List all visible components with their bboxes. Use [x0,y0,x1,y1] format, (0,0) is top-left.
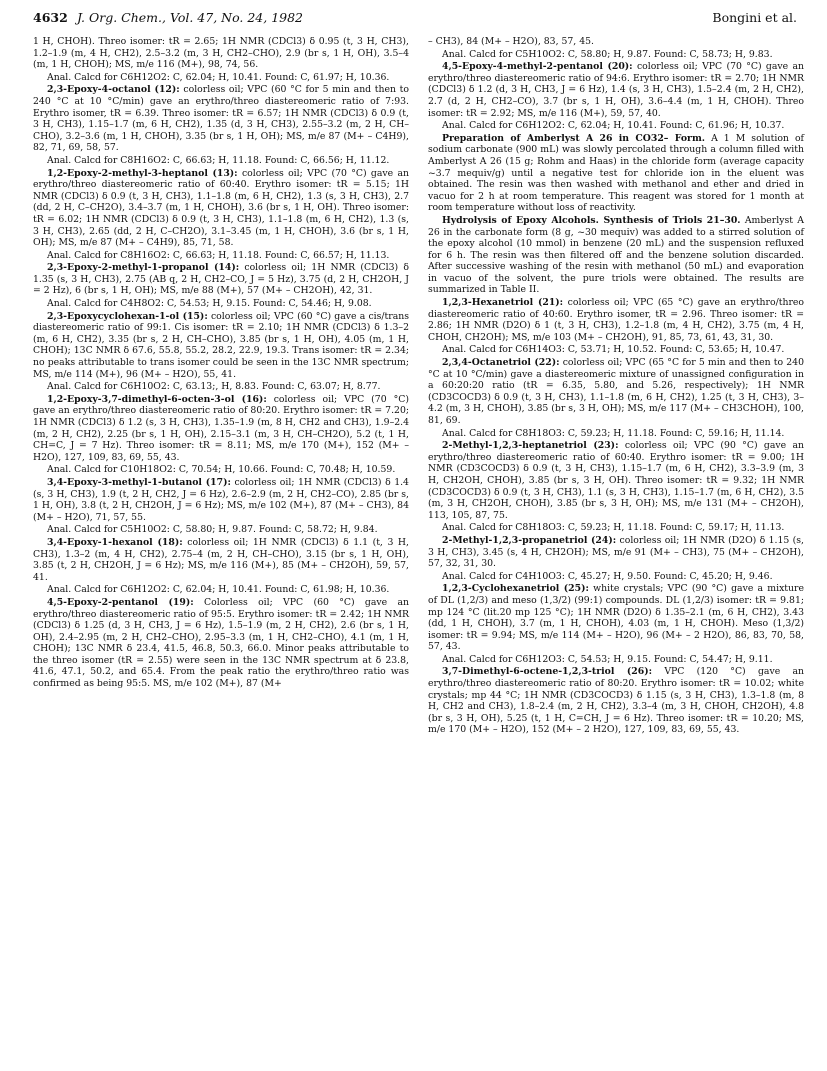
paragraph [428,522,804,534]
paragraph-text: Anal. Calcd for C6H12O2: C, 62.04; H, 10.41. Found: C, 61.98; H, 10.36. [47,584,390,596]
paragraph [428,133,804,214]
paragraph [428,120,804,132]
paragraph-text: colorless oil; 1H NMR (CDCl3) δ 1.35 (s, 3 H, CH3), 2.75 (AB q, 2 H, CH2–CO, J = 5 Hz), 3.75 (d, 2 H, CH2OH, J = 2 Hz), 6 (br s, 1 H, OH); MS, m/e 88 (M+), 57 (M+ – CH2OH), 42, 31. [33,262,409,297]
paragraph [428,535,804,570]
compound-heading: 3,4-Epoxy-3-methyl-1-butanol (17): [47,476,231,488]
paragraph-text: colorless oil; VPC (70 °C) gave an erythro/threo diastereomeric ratio of 94:6. Erythro isomer: tR = 2.70; 1H NMR (CDCl3) δ 1.2 (d, 3 H, CH3, J = 6 Hz), 1.4 (s, 3 H, CH3), 1.5–2.4 (m, 2 H, CH2), 2.7 (d, 2 H, CH2–CO), 3.7 (br s, 1 H, OH), 3.6–4.4 (m, 1 H, CHOH). Threo isomer: tR = 2.92; MS, m/e 116 (M+), 59, 57, 40. [428,61,804,119]
paragraph-text: 1 H, CHOH). Threo isomer: tR = 2.65; 1H NMR (CDCl3) δ 0.95 (t, 3 H, CH3), 1.2–1.9 (m, 4 H, CH2), 2.5–3.2 (m, 3 H, CH2–CHO), 2.9 (br s, 1 H, OH), 3.5–4 (m, 1 H, CHOH); MS, m/e 116 (M+), 98, 74, 56. [33,36,409,71]
compound-heading: 4,5-Epoxy-2-pentanol (19): [47,596,194,608]
paragraph-text: Anal. Calcd for C6H12O2: C, 62.04; H, 10.41. Found: C, 61.96; H, 10.37. [442,120,785,132]
compound-heading: 4,5-Epoxy-4-methyl-2-pentanol (20): [442,61,633,73]
paragraph-text: colorless oil; VPC (70 °C) gave an erythro/threo diastereomeric ratio of 60:40. Erythro isomer: tR = 5.15; 1H NMR (CDCl3) δ 0.9 (t, 3 H, CH3), 1.1–1.8 (m, 6 H, CH2), 1.3 (s, 3 H, CH3), 2.7 (dd, 2 H, C–CH2O), 3.4–3.7 (m, 1 H, CHOH), 3.6 (br s, 1 H, OH). Threo isomer: tR = 6.02; 1H NMR (CDCl3) δ 0.9 (t, 3 H, CH3), 1.1–1.8 (m, 6 H, CH2), 1.3 (s, 3 H, CH3), 2.65 (dd, 2 H, C–CH2O), 3.1–3.45 (m, 1 H, CHOH), 3.6 (br s, 1 H, OH); MS, m/e 87 (M+ – C4H9), 85, 71, 58. [33,167,409,249]
paragraph [428,61,804,119]
paragraph [33,155,409,167]
paragraph [428,344,804,356]
paragraph-text: colorless oil; VPC (90 °C) gave an erythro/threo diastereomeric ratio of 60:40. Erythro isomer: tR = 9.00; 1H NMR (CD3COCD3) δ 0.9 (t, 3 H, CH3), 1.15–1.7 (m, 6 H, CH2), 3.3–3.9 (m, 3 H, CH2OH, CHOH), 3.85 (br s, 3 H, OH). Threo isomer: tR = 9.32; 1H NMR (CD3COCD3) δ 0.9 (t, 3 H, CH3), 1.1 (s, 3 H, CH3), 1.15–1.7 (m, 6 H, CH2), 3.5 (m, 3 H, CH2OH, CHOH), 3.85 (br s, 3 H, OH); MS, m/e 131 (M+ – CH2OH), 113, 105, 87, 75. [428,440,804,521]
paragraph-text: Anal. Calcd for C6H12O2: C, 62.04; H, 10.41. Found: C, 61.97; H, 10.36. [47,71,390,83]
paragraph [33,168,409,249]
paragraph-text: Anal. Calcd for C8H18O3: C, 59.23; H, 11.18. Found: C, 59.17; H, 11.13. [442,522,785,534]
paragraph-text: Anal. Calcd for C6H12O3: C, 54.53; H, 9.15. Found: C, 54.47; H, 9.11. [442,653,773,665]
paragraph [33,477,409,523]
journal-citation: J. Org. Chem., Vol. 47, No. 24, 1982 [77,10,304,25]
compound-heading: 3,7-Dimethyl-6-octene-1,2,3-triol (26): [442,666,653,678]
compound-heading: 2,3-Epoxy-2-methyl-1-propanol (14): [47,262,240,274]
paragraph-text: Anal. Calcd for C5H10O2: C, 58.80; H, 9.87. Found: C, 58.73; H, 9.83. [442,48,773,60]
running-authors: Bongini et al. [712,10,797,25]
paragraph [428,357,804,427]
paragraph [33,381,409,393]
paragraph [33,298,409,310]
page-header [33,10,797,30]
paragraph-text: Anal. Calcd for C8H18O3: C, 59.23; H, 11.18. Found: C, 59.16; H, 11.14. [442,427,785,439]
paragraph-text: A 1 M solution of sodium carbonate (900 mL) was slowly percolated through a column filled with Amberlyst A 26 (15 g; Rohm and Haas) in the chloride form (average capacity ~3.7 mequiv/g) until a negative test for chloride ion in the eluent was obtained. The resin was then washed with methanol and ether and dried in vacuo for 2 h at room temperature. This reagent was stored for 1 month at room temperature without loss of reactivity. [428,132,804,214]
paragraph [428,571,804,583]
paragraph-text: Anal. Calcd for C5H10O2: C, 58.80; H, 9.87. Found: C, 58.72; H, 9.84. [47,524,378,536]
paragraph [33,394,409,464]
paragraph-text: colorless oil; VPC (65 °C) gave an erythro/threo diastereomeric ratio of 40:60. Erythro isomer, tR = 2.96. Threo isomer: tR = 2.86; 1H NMR (D2O) δ 1 (t, 3 H, CH3), 1.2–1.8 (m, 4 H, CH2), 3.75 (m, 4 H, CHOH, CH2OH); MS, m/e 103 (M+ – CH2OH), 91, 85, 73, 61, 43, 31, 30. [428,297,804,343]
compound-heading: 2,3,4-Octanetriol (22): [442,357,560,369]
paragraph [33,584,409,596]
paragraph [33,84,409,154]
compound-heading: 3,4-Epoxy-1-hexanol (18): [47,536,183,548]
paragraph [33,250,409,262]
paragraph [428,428,804,440]
paragraph-text: colorless oil; VPC (60 °C for 5 min and then to 240 °C at 10 °C/min) gave an erythro/threo diastereomeric ratio of 7:93. Erythro isomer, tR = 6.39. Threo isomer: tR = 6.57; 1H NMR (CDCl3) δ 0.9 (t, 3 H, CH3), 1.15–1.7 (m, 6 H, CH2), 1.35 (d, 3 H, CH3), 2.55–3.2 (m, 2 H, CH–CHO), 3.2–3.6 (m, 1 H, CHOH), 3.35 (br s, 1 H, OH); MS, m/e 87 (M+ – C4H9), 82, 71, 69, 58, 57. [33,84,409,154]
paragraph-text: colorless oil; VPC (70 °C) gave an erythro/threo diastereomeric ratio of 80:20. Erythro isomer: tR = 7.20; 1H NMR (CDCl3) δ 1.2 (s, 3 H, CH3), 1.35–1.9 (m, 8 H, CH2 and CH3), 1.9–2.4 (m, 2 H, CH2), 2.25 (br s, 1 H, OH), 2.15–3.1 (m, 3 H, CH–CH2O), 5.2 (t, 1 H, CH=C, J = 7 Hz). Threo isomer: tR = 8.11; MS, m/e 170 (M+), 152 (M+ – H2O), 127, 109, 83, 69, 55, 43. [33,393,409,463]
paragraph-text: colorless oil; 1H NMR (CDCl3) δ 1.4 (s, 3 H, CH3), 1.9 (t, 2 H, CH2, J = 6 Hz), 2.6–2.9 (m, 2 H, CH2–CO), 2.85 (br s, 1 H, OH), 3.8 (t, 2 H, CH2OH, J = 6 Hz); MS, m/e 102 (M+), 87 (M+ – CH3), 84 (M+ – H2O), 71, 57, 55. [33,476,409,523]
compound-heading: 1,2,3-Cyclohexanetriol (25): [442,583,589,595]
compound-heading: 2-Methyl-1,2,3-propanetriol (24): [442,534,617,546]
paragraph [33,597,409,690]
paragraph [33,262,409,297]
paragraph-text: Anal. Calcd for C6H14O3: C, 53.71; H, 10.52. Found: C, 53.65; H, 10.47. [442,344,785,356]
compound-heading: Hydrolysis of Epoxy Alcohols. Synthesis of Triols 21–30. [442,214,741,226]
paragraph [33,524,409,536]
compound-heading: 1,2-Epoxy-3,7-dimethyl-6-octen-3-ol (16): [47,393,267,405]
paragraph [428,440,804,521]
paragraph [428,215,804,296]
paragraph-text: colorless oil; 1H NMR (D2O) δ 1.15 (s, 3 H, CH3), 3.45 (s, 4 H, CH2OH); MS, m/e 91 (M+ – CH3), 75 (M+ – CH2OH), 57, 32, 31, 30. [428,534,804,570]
compound-heading: 1,2-Epoxy-2-methyl-3-heptanol (13): [47,167,238,179]
paragraph-text: Anal. Calcd for C4H8O2: C, 54.53; H, 9.15. Found: C, 54.46; H, 9.08. [47,298,372,310]
paragraph [33,311,409,381]
paragraph-text: Colorless oil; VPC (60 °C) gave an erythro/threo diastereomeric ratio of 95:5. Erythro isomer: tR = 2.42; 1H NMR (CDCl3) δ 1.25 (d, 3 H, CH3, J = 6 Hz), 1.5–1.9 (m, 2 H, CH2), 2.6 (br s, 1 H, OH), 2.4–2.95 (m, 2 H, CH2–CHO), 2.95–3.3 (m, 1 H, CH2–CHO), 4.1 (m, 1 H, CHOH); 13C NMR δ 23.4, 41.5, 46.8, 50.3, 66.0. Minor peaks attributable to the threo isomer (tR = 2.55) were seen in the 13C NMR spectrum at δ 23.8, 41.6, 47.1, 50.2, and 65.4. From the peak ratio the erythro/threo ratio was confirmed as being 95:5. MS, m/e 102 (M+), 87 (M+ [33,596,409,690]
paragraph-text: – CH3), 84 (M+ – H2O), 83, 57, 45. [428,36,595,47]
page-number: 4632 [33,10,68,25]
paragraph-text: Anal. Calcd for C4H10O3: C, 45.27; H, 9.50. Found: C, 45.20; H, 9.46. [442,570,773,582]
compound-heading: Preparation of Amberlyst A 26 in CO32– Form. [442,132,706,144]
paragraph [33,537,409,583]
paragraph-text: VPC (120 °C) gave an erythro/threo diastereomeric ratio of 80:20. Erythro isomer: tR = 10.02; white crystals; mp 44 °C; 1H NMR (CD3COCD3) δ 1.15 (s, 3 H, CH3), 1.3–1.8 (m, 8 H, CH2 and CH3), 1.8–2.4 (m, 2 H, CH2), 3.3–4 (m, 3 H, CHOH, CH2OH), 4.8 (br s, 3 H, OH), 5.25 (t, 1 H, C=CH, J = 6 Hz). Threo isomer: tR = 10.20; MS, m/e 170 (M+ – H2O), 152 (M+ – 2 H2O), 127, 109, 83, 69, 55, 43. [428,666,804,736]
compound-heading: 1,2,3-Hexanetriol (21): [442,297,564,309]
right-column [428,36,804,737]
paragraph [428,297,804,343]
paragraph [33,72,409,84]
paragraph-text: Anal. Calcd for C8H16O2: C, 66.63; H, 11.18. Found: C, 66.56; H, 11.12. [47,154,390,166]
paragraph-text: Anal. Calcd for C8H16O2: C, 66.63; H, 11.18. Found: C, 66.57; H, 11.13. [47,249,390,261]
paragraph [428,583,804,653]
paragraph-text: colorless oil; VPC (65 °C for 5 min and then to 240 °C at 10 °C/min) gave a diastereomeric mixture of unassigned configuration in a 60:20:20 ratio (tR = 6.35, 5.80, and 5.26, respectively); 1H NMR (CD3COCD3) δ 0.9 (t, 3 H, CH3), 1.1–1.8 (m, 6 H, CH2), 1.25 (t, 3 H, CH3), 3–4.2 (m, 3 H, CHOH), 3.85 (br s, 3 H, OH); MS, m/e 117 (M+ – CH3CHOH), 100, 81, 69. [428,357,804,426]
paragraph-text: colorless oil; 1H NMR (CDCl3) δ 1.1 (t, 3 H, CH3), 1.3–2 (m, 4 H, CH2), 2.75–4 (m, 2 H, CH–CHO), 3.15 (br s, 1 H, OH), 3.85 (t, 2 H, CH2OH, J = 6 Hz); MS, m/e 116 (M+), 85 (M+ – CH2OH), 59, 57, 41. [33,536,409,583]
paragraph-text: Amberlyst A 26 in the carbonate form (8 g, ~30 mequiv) was added to a stirred solution of the epoxy alcohol (10 mmol) in benzene (20 mL) and the suspension refluxed for 6 h. The resin was then filtered off and the benzene solution discarded. After successive washing of the resin with methanol (50 mL) and evaporation in vacuo of the solvent, the pure triols were obtained. The results are summarized in Table II. [428,214,804,296]
paragraph [428,666,804,736]
paragraph-text: colorless oil; VPC (60 °C) gave a cis/trans diastereomeric ratio of 99:1. Cis isomer: tR = 2.10; 1H NMR (CDCl3) δ 1.3–2 (m, 6 H, CH2), 3.35 (br s, 2 H, CH–CHO), 3.85 (br s, 1 H, OH), 4.05 (m, 1 H, CHOH); 13C NMR δ 67.6, 55.8, 55.2, 28.2, 22.9, 19.3. Trans isomer: tR = 2.34; no peaks attributable to trans isomer could be seen in the 13C NMR spectrum; MS, m/e 114 (M+), 96 (M+ – H2O), 55, 41. [33,310,410,380]
paragraph [33,36,409,71]
paragraph-text: white crystals; VPC (90 °C) gave a mixture of DL (1,2/3) and meso (1,3/2) (99:1) compounds. DL (1,2/3) isomer: tR = 9.81; mp 124 °C (lit.20 mp 125 °C); 1H NMR (D2O) δ 1.35–2.1 (m, 6 H, CH2), 3.43 (dd, 1 H, CHOH), 3.7 (m, 1 H, CHOH), 4.03 (m, 1 H, CHOH). Meso (1,3/2) isomer: tR = 9.94; MS, m/e 114 (M+ – H2O), 96 (M+ – 2 H2O), 86, 83, 70, 58, 57, 43. [428,583,804,653]
compound-heading: 2,3-Epoxycyclohexan-1-ol (15): [47,310,208,322]
paragraph-text: Anal. Calcd for C10H18O2: C, 70.54; H, 10.66. Found: C, 70.48; H, 10.59. [47,464,396,476]
paragraph [428,36,804,48]
compound-heading: 2-Methyl-1,2,3-heptanetriol (23): [442,440,619,452]
paragraph-text: Anal. Calcd for C6H10O2: C, 63.13;, H, 8.83. Found: C, 63.07; H, 8.77. [47,381,381,393]
compound-heading: 2,3-Epoxy-4-octanol (12): [47,84,180,96]
left-column [33,36,409,691]
paragraph [33,464,409,476]
paragraph [428,49,804,61]
paragraph [428,654,804,666]
